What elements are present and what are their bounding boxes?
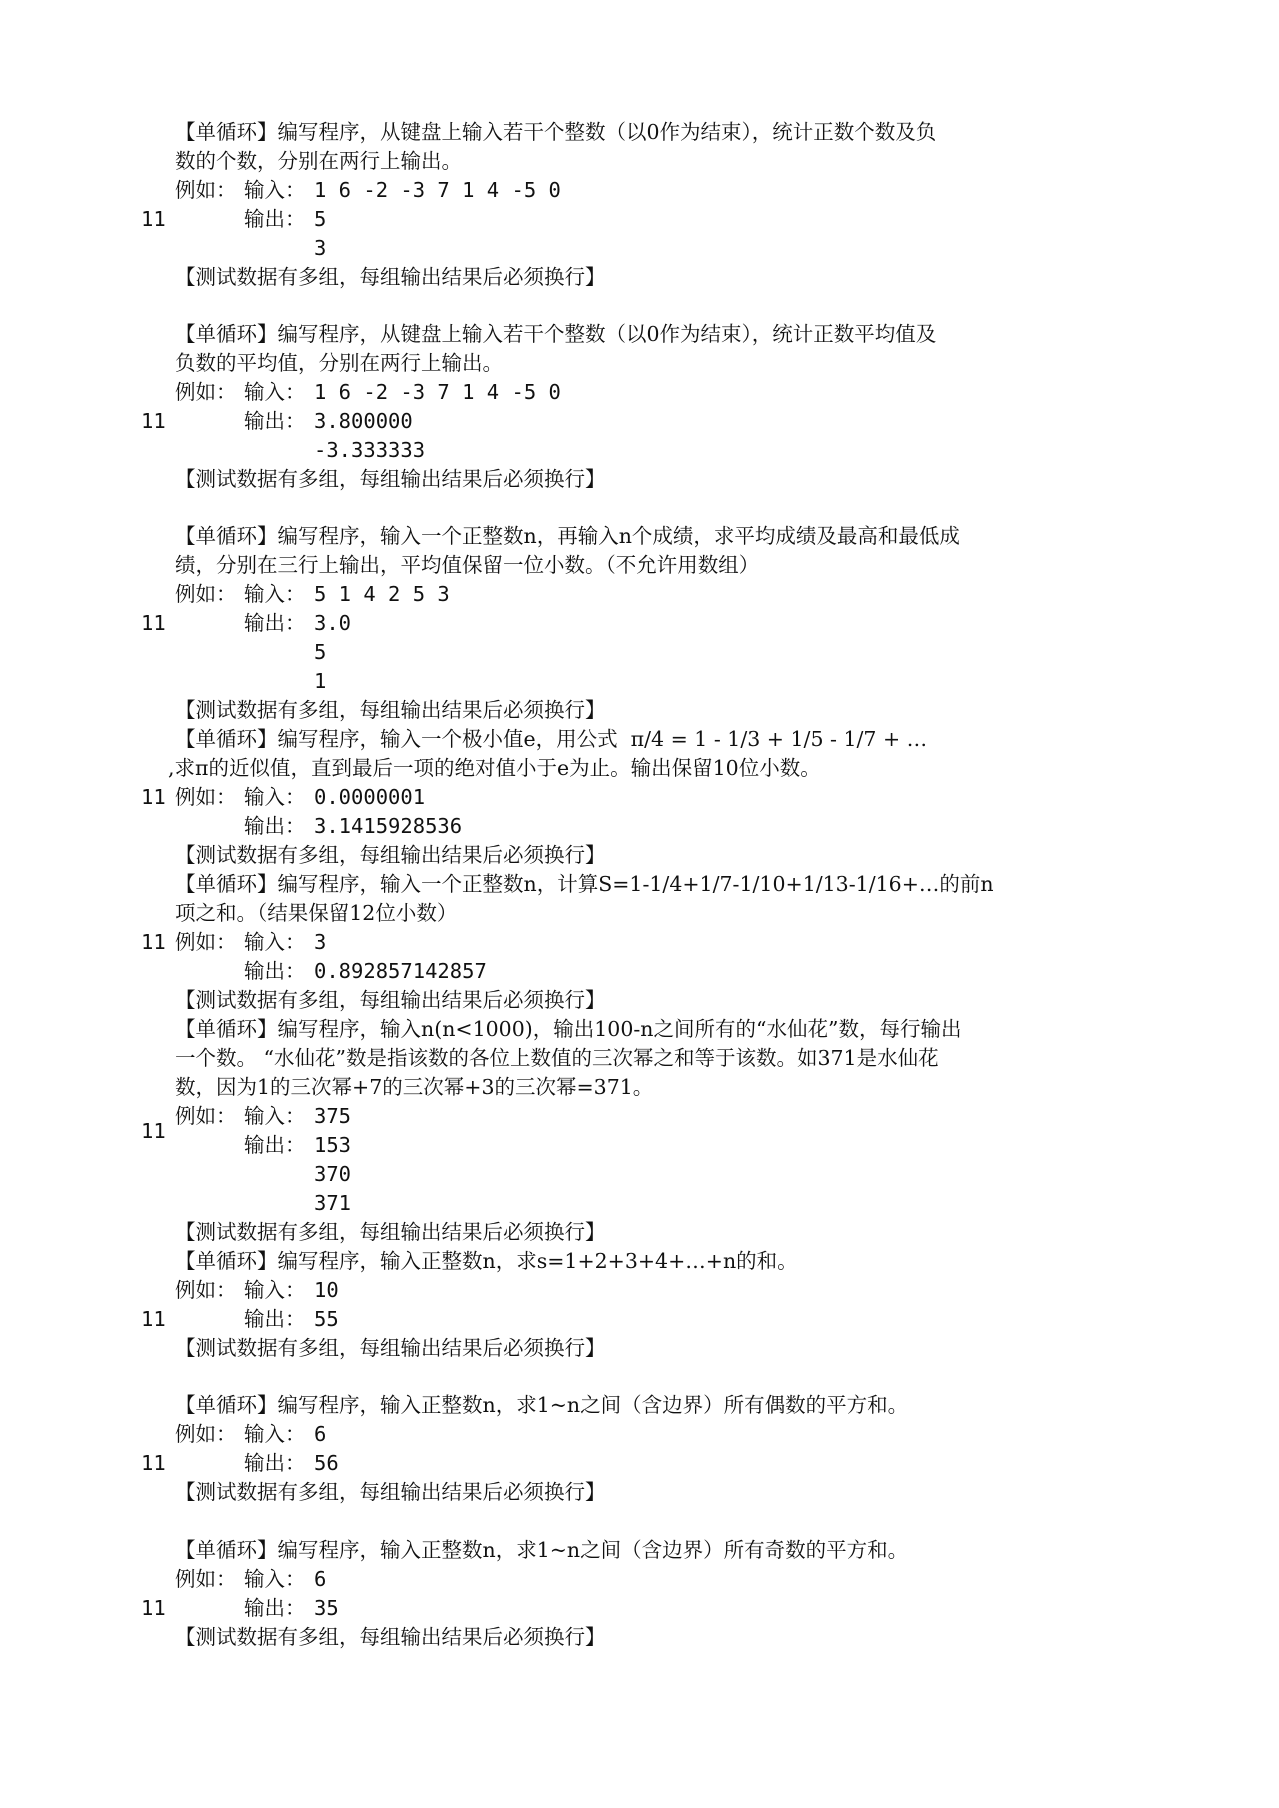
problem-4-output-1: 3.1415928536 bbox=[314, 814, 463, 838]
problem-7-input-value: 10 bbox=[314, 1278, 339, 1302]
problem-5-output-label: 输出： bbox=[244, 959, 306, 983]
problem-7-input-label: 输入： bbox=[244, 1278, 306, 1302]
problem-5-statement-line-2: 项之和。（结果保留12位小数） bbox=[175, 901, 458, 925]
problem-1-output-2: 3 bbox=[314, 236, 327, 260]
problem-6-note: 【测试数据有多组，每组输出结果后必须换行】 bbox=[175, 1220, 606, 1244]
problem-2-input-label: 输入： bbox=[244, 380, 306, 404]
problem-8-input-label: 输入： bbox=[244, 1422, 306, 1446]
problem-7-example-label: 例如： bbox=[175, 1278, 237, 1302]
problem-8-example-label: 例如： bbox=[175, 1422, 237, 1446]
problem-5-note: 【测试数据有多组，每组输出结果后必须换行】 bbox=[175, 988, 606, 1012]
problem-9-note: 【测试数据有多组，每组输出结果后必须换行】 bbox=[175, 1625, 606, 1649]
problem-5-statement-line-1: 【单循环】编写程序，输入一个正整数n，计算S=1-1/4+1/7-1/10+1/13-1/16+…的前n bbox=[175, 872, 994, 896]
problem-2-output-label: 输出： bbox=[244, 409, 306, 433]
problem-1-output-label: 输出： bbox=[244, 207, 306, 231]
problem-3-statement-line-1: 【单循环】编写程序，输入一个正整数n，再输入n个成绩，求平均成绩及最高和最低成 bbox=[175, 524, 960, 548]
problem-3-statement-line-2: 绩，分别在三行上输出，平均值保留一位小数。（不允许用数组） bbox=[175, 553, 760, 577]
problem-9-output-1: 35 bbox=[314, 1596, 339, 1620]
problem-4-score: 11 bbox=[141, 785, 166, 809]
problem-2-output-2: -3.333333 bbox=[314, 438, 426, 462]
problem-1-statement-line-1: 【单循环】编写程序，从键盘上输入若干个整数（以0作为结束），统计正数个数及负 bbox=[175, 120, 937, 144]
problem-1-example-label: 例如： bbox=[175, 178, 237, 202]
problem-6-example-label: 例如： bbox=[175, 1104, 237, 1128]
problem-3-output-label: 输出： bbox=[244, 611, 306, 635]
problem-7-output-label: 输出： bbox=[244, 1307, 306, 1331]
problem-7-note: 【测试数据有多组，每组输出结果后必须换行】 bbox=[175, 1336, 606, 1360]
problem-1-score: 11 bbox=[141, 207, 166, 231]
problem-2-example-label: 例如： bbox=[175, 380, 237, 404]
problem-8-input-value: 6 bbox=[314, 1422, 327, 1446]
problem-5-score: 11 bbox=[141, 930, 166, 954]
problem-7-statement-line-1: 【单循环】编写程序，输入正整数n，求s=1+2+3+4+…+n的和。 bbox=[175, 1249, 798, 1273]
problem-9-input-value: 6 bbox=[314, 1567, 327, 1591]
problem-4-example-label: 例如： bbox=[175, 785, 237, 809]
problem-8-statement-line-1: 【单循环】编写程序，输入正整数n，求1~n之间（含边界）所有偶数的平方和。 bbox=[175, 1393, 909, 1417]
problem-3-input-label: 输入： bbox=[244, 582, 306, 606]
problem-3-output-3: 1 bbox=[314, 669, 327, 693]
problem-4-statement-line-1: 【单循环】编写程序，输入一个极小值e，用公式 π/4 = 1 - 1/3 + 1/5 - 1/7 + … bbox=[175, 727, 928, 751]
problem-6-output-1: 153 bbox=[314, 1133, 352, 1157]
problem-1-note: 【测试数据有多组，每组输出结果后必须换行】 bbox=[175, 265, 606, 289]
problem-2-score: 11 bbox=[141, 409, 166, 433]
problem-8-output-1: 56 bbox=[314, 1451, 339, 1475]
problem-3-example-label: 例如： bbox=[175, 582, 237, 606]
problem-5-output-1: 0.892857142857 bbox=[314, 959, 487, 983]
problem-1-statement-line-2: 数的个数，分别在两行上输出。 bbox=[175, 149, 462, 173]
problem-2-input-value: 1 6 -2 -3 7 1 4 -5 0 bbox=[314, 380, 561, 404]
problem-6-input-label: 输入： bbox=[244, 1104, 306, 1128]
problem-4-statement-line-2: ,求π的近似值，直到最后一项的绝对值小于e为止。输出保留10位小数。 bbox=[168, 756, 821, 780]
problem-1-input-value: 1 6 -2 -3 7 1 4 -5 0 bbox=[314, 178, 561, 202]
problem-6-score: 11 bbox=[141, 1119, 166, 1143]
problem-8-score: 11 bbox=[141, 1451, 166, 1475]
problem-6-output-3: 371 bbox=[314, 1191, 352, 1215]
problem-3-score: 11 bbox=[141, 611, 166, 635]
problem-3-note: 【测试数据有多组，每组输出结果后必须换行】 bbox=[175, 698, 606, 722]
problem-2-output-1: 3.800000 bbox=[314, 409, 413, 433]
problem-3-output-2: 5 bbox=[314, 640, 327, 664]
problem-8-output-label: 输出： bbox=[244, 1451, 306, 1475]
problem-6-output-2: 370 bbox=[314, 1162, 352, 1186]
problem-6-statement-line-1: 【单循环】编写程序，输入n(n<1000)，输出100-n之间所有的“水仙花”数，每行输出 bbox=[175, 1017, 962, 1041]
problem-2-statement-line-1: 【单循环】编写程序，从键盘上输入若干个整数（以0作为结束），统计正数平均值及 bbox=[175, 322, 937, 346]
problem-9-example-label: 例如： bbox=[175, 1567, 237, 1591]
problem-9-input-label: 输入： bbox=[244, 1567, 306, 1591]
problem-6-output-label: 输出： bbox=[244, 1133, 306, 1157]
problem-6-input-value: 375 bbox=[314, 1104, 352, 1128]
problem-4-output-label: 输出： bbox=[244, 814, 306, 838]
problem-6-statement-line-3: 数，因为1的三次幂+7的三次幂+3的三次幂=371。 bbox=[175, 1075, 654, 1099]
problem-5-example-label: 例如： bbox=[175, 930, 237, 954]
problem-4-note: 【测试数据有多组，每组输出结果后必须换行】 bbox=[175, 843, 606, 867]
problem-2-note: 【测试数据有多组，每组输出结果后必须换行】 bbox=[175, 467, 606, 491]
problem-3-input-value: 5 1 4 2 5 3 bbox=[314, 582, 450, 606]
problem-3-output-1: 3.0 bbox=[314, 611, 352, 635]
problem-4-input-label: 输入： bbox=[244, 785, 306, 809]
problem-5-input-value: 3 bbox=[314, 930, 327, 954]
problem-2-statement-line-2: 负数的平均值，分别在两行上输出。 bbox=[175, 351, 503, 375]
problem-9-statement-line-1: 【单循环】编写程序，输入正整数n，求1~n之间（含边界）所有奇数的平方和。 bbox=[175, 1538, 909, 1562]
problem-9-score: 11 bbox=[141, 1596, 166, 1620]
problem-7-output-1: 55 bbox=[314, 1307, 339, 1331]
problem-1-output-1: 5 bbox=[314, 207, 327, 231]
problem-9-output-label: 输出： bbox=[244, 1596, 306, 1620]
problem-7-score: 11 bbox=[141, 1307, 166, 1331]
problem-8-note: 【测试数据有多组，每组输出结果后必须换行】 bbox=[175, 1480, 606, 1504]
problem-5-input-label: 输入： bbox=[244, 930, 306, 954]
problem-4-input-value: 0.0000001 bbox=[314, 785, 426, 809]
problem-6-statement-line-2: 一个数。 “水仙花”数是指该数的各位上数值的三次幂之和等于该数。如371是水仙花 bbox=[175, 1046, 939, 1070]
problem-1-input-label: 输入： bbox=[244, 178, 306, 202]
